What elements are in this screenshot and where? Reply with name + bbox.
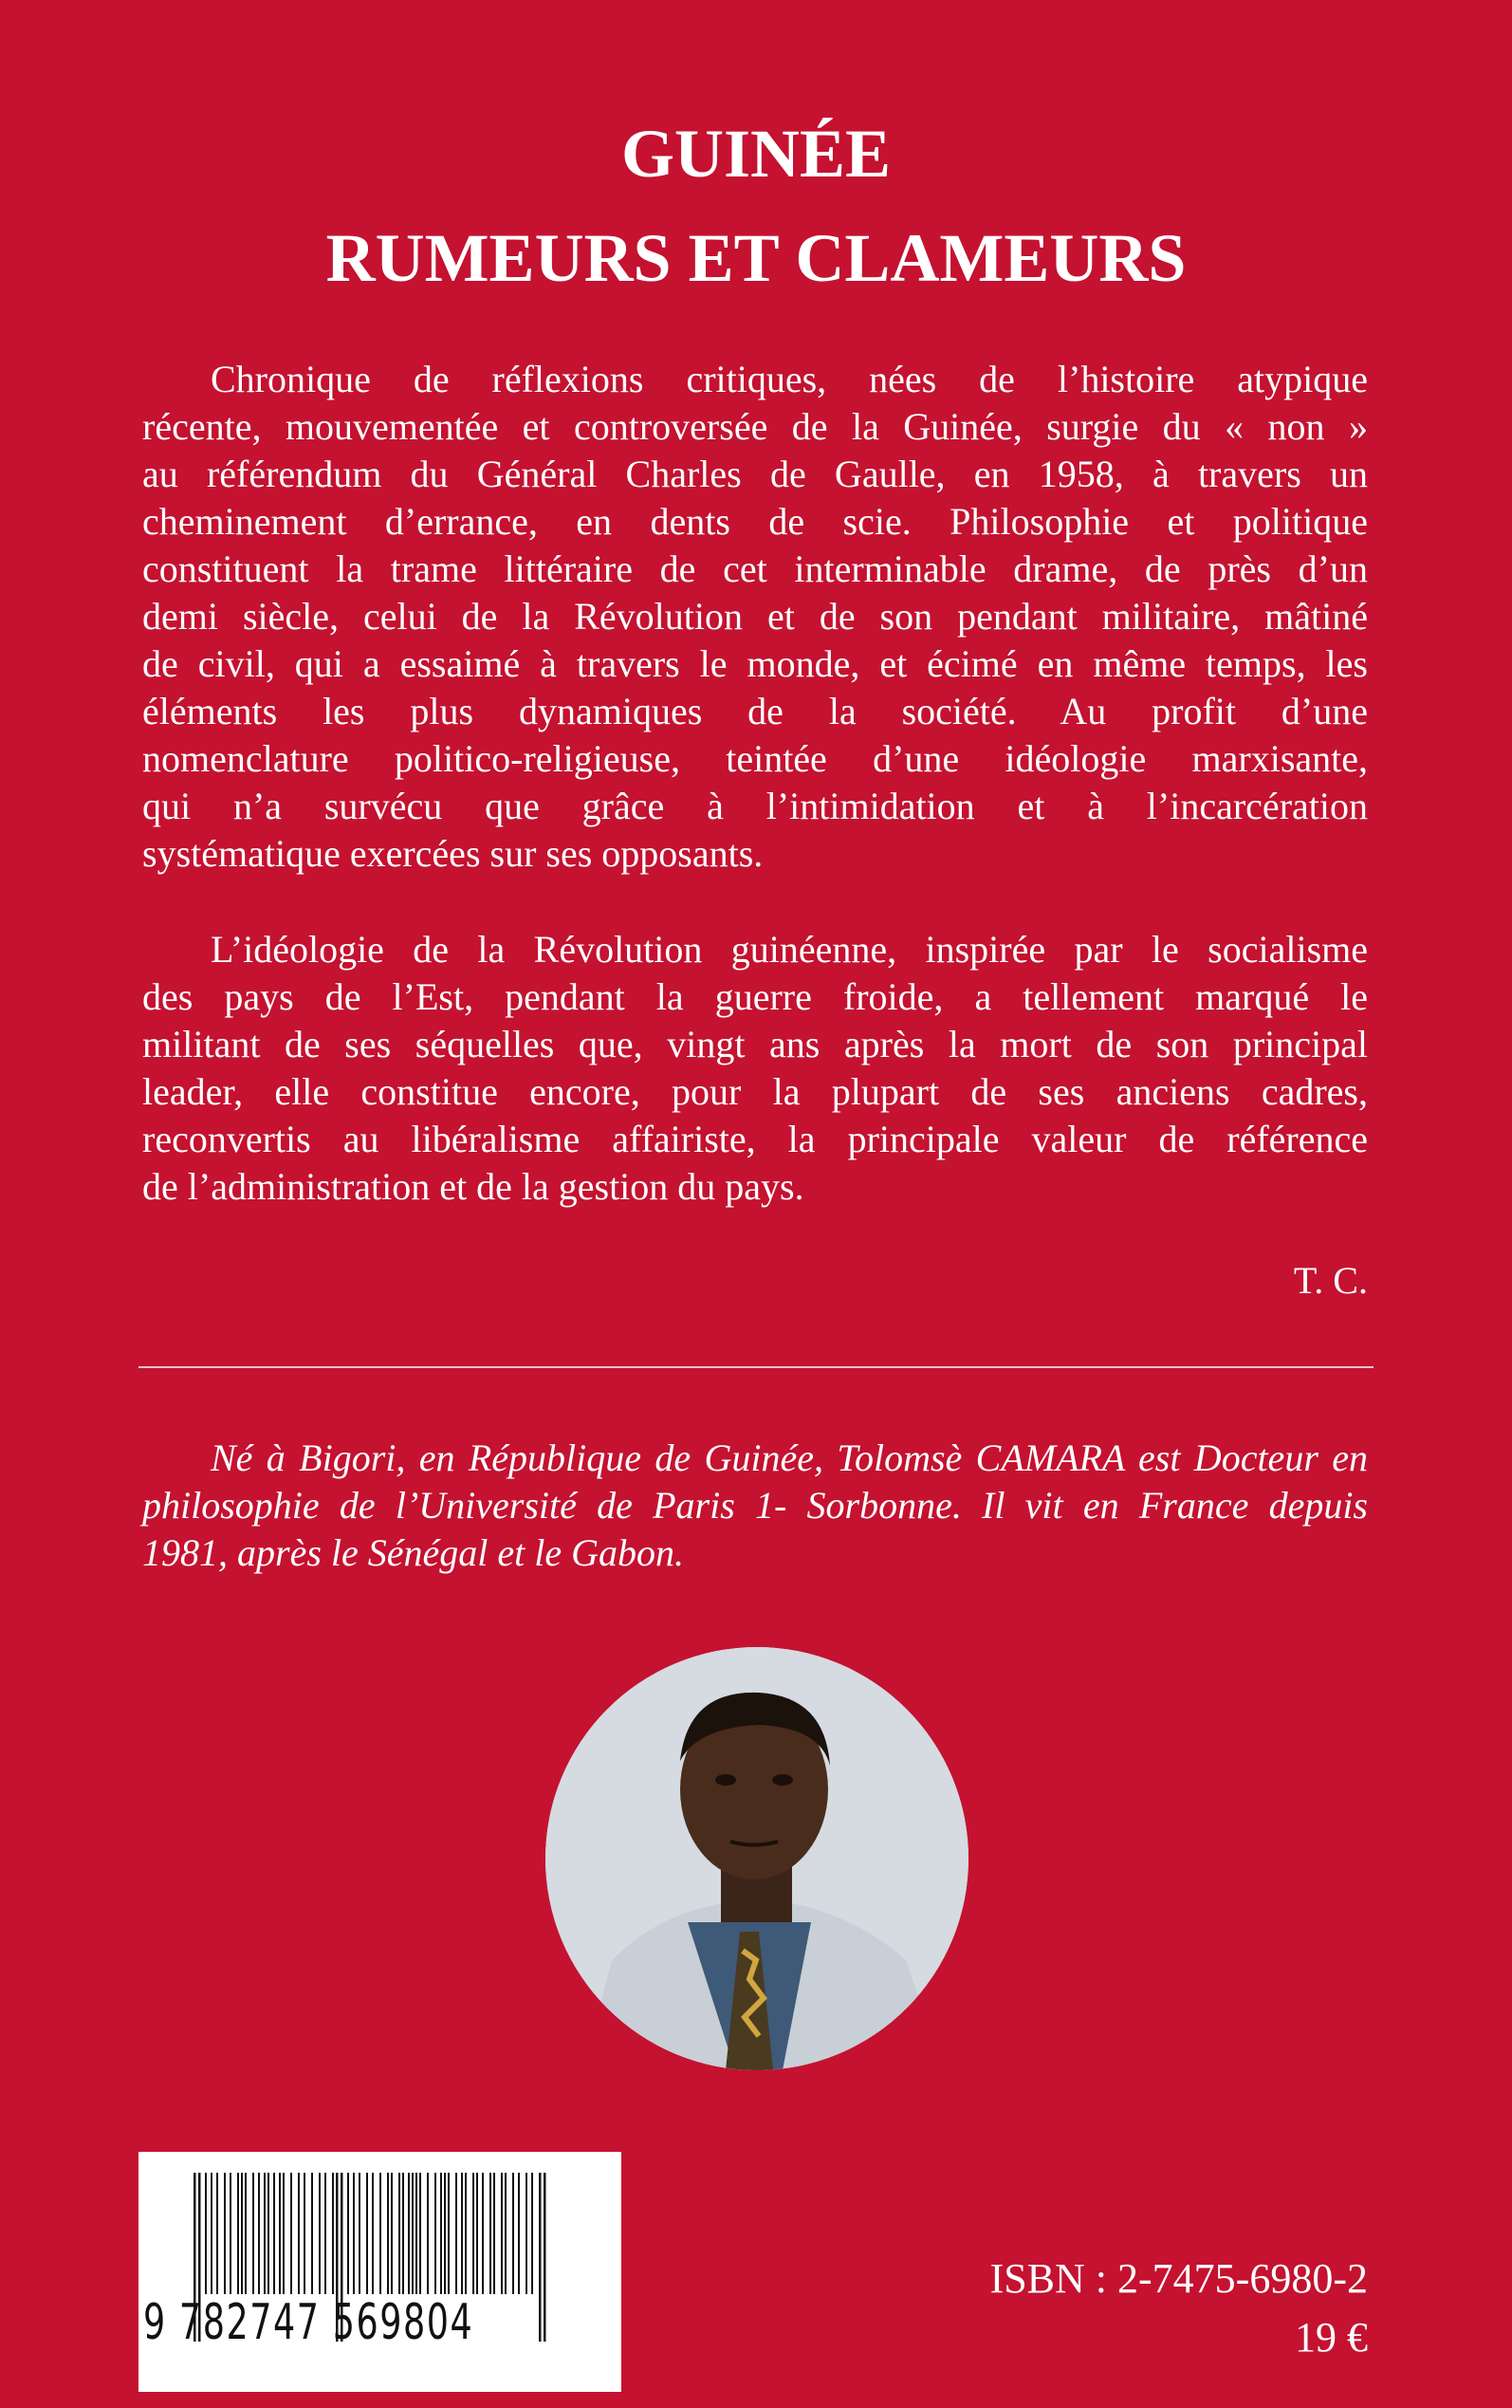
isbn: ISBN : 2-7475-6980-2: [989, 2255, 1368, 2302]
barcode-bar: [440, 2173, 442, 2294]
barcode-guard-bar: [539, 2173, 542, 2342]
barcode-bar: [237, 2173, 239, 2294]
summary-paragraph-1: [142, 356, 1368, 878]
barcode-bar: [283, 2173, 285, 2294]
barcode-bar: [427, 2173, 429, 2294]
text-line: L’idéologie de la Révolution guinéenne, inspirée par le socialisme: [211, 928, 1368, 971]
barcode-bar: [419, 2173, 421, 2294]
barcode-bar: [518, 2173, 520, 2294]
text-line: reconvertis au libéralisme affairiste, la principale valeur de référence: [142, 1118, 1368, 1160]
barcode-number: 9 782747 569804: [143, 2294, 474, 2351]
barcode-bar: [298, 2173, 300, 2294]
summary-paragraph-2: [142, 926, 1368, 1211]
text-line: systématique exercées sur ses opposants.: [142, 832, 764, 875]
text-line: militant de ses séquelles que, vingt ans après la mort de son principal: [142, 1023, 1368, 1065]
text-line: Chronique de réflexions critiques, nées de l’histoire atypique: [211, 358, 1368, 400]
barcode-bar: [408, 2173, 410, 2294]
text-line: 1981, après le Sénégal et le Gabon.: [142, 1531, 684, 1574]
barcode: [138, 2152, 621, 2392]
barcode-bar: [224, 2173, 226, 2294]
barcode-bar: [216, 2173, 218, 2294]
text-line: Né à Bigori, en République de Guinée, Tolomsè CAMARA est Docteur en: [211, 1436, 1368, 1479]
price: 19 €: [1295, 2314, 1368, 2361]
text-line: éléments les plus dynamiques de la société. Au profit d’une: [142, 690, 1368, 732]
barcode-bar: [531, 2173, 533, 2294]
barcode-bar: [387, 2173, 389, 2294]
barcode-bar: [311, 2173, 313, 2294]
barcode-bar: [245, 2173, 247, 2294]
barcode-bar: [472, 2173, 474, 2294]
text-line: leader, elle constitue encore, pour la plupart de ses anciens cadres,: [142, 1070, 1368, 1113]
barcode-bar: [512, 2173, 514, 2294]
barcode-bar: [379, 2173, 381, 2294]
barcode-bar: [476, 2173, 478, 2294]
text-line: nomenclature politico-religieuse, teintée d’une idéologie marxisante,: [142, 737, 1368, 780]
author-bio: [142, 1435, 1368, 1577]
barcode-bar: [332, 2173, 334, 2294]
barcode-bar: [359, 2173, 360, 2294]
barcode-bar: [267, 2173, 269, 2294]
barcode-bar: [273, 2173, 275, 2294]
barcode-bar: [465, 2173, 467, 2294]
barcode-bar: [372, 2173, 374, 2294]
barcode-bar: [398, 2173, 400, 2294]
barcode-bar: [205, 2173, 207, 2294]
barcode-bar: [493, 2173, 495, 2294]
title-line-1: GUINÉE: [620, 116, 892, 192]
text-line: au référendum du Général Charles de Gaulle, en 1958, à travers un: [142, 453, 1368, 495]
barcode-bar: [448, 2173, 450, 2294]
barcode-bar: [482, 2173, 484, 2294]
barcode-bar: [347, 2173, 349, 2294]
barcode-bar: [402, 2173, 404, 2294]
barcode-bar: [304, 2173, 305, 2294]
text-line: de civil, qui a essaimé à travers le monde, et écimé en même temps, les: [142, 642, 1368, 685]
barcode-bar: [279, 2173, 281, 2294]
text-line: philosophie de l’Université de Paris 1- Sorbonne. Il vit en France depuis: [142, 1484, 1368, 1527]
barcode-bar: [319, 2173, 321, 2294]
barcode-bar: [366, 2173, 368, 2294]
barcode-bar: [501, 2173, 503, 2294]
text-line: demi siècle, celui de la Révolution et de son pendant militaire, mâtiné: [142, 595, 1368, 638]
text-line: qui n’a survécu que grâce à l’intimidation et à l’incarcération: [142, 785, 1368, 827]
text-line: récente, mouvementée et controversée de la Guinée, surgie du « non »: [142, 405, 1368, 448]
barcode-bar: [230, 2173, 231, 2294]
barcode-bar: [412, 2173, 414, 2294]
barcode-bar: [489, 2173, 491, 2294]
barcode-bar: [264, 2173, 266, 2294]
barcode-bar: [505, 2173, 507, 2294]
divider: [138, 1366, 1374, 1368]
text-line: de l’administration et de la gestion du pays.: [142, 1165, 804, 1208]
barcode-bar: [461, 2173, 463, 2294]
barcode-bar: [324, 2173, 326, 2294]
barcode-bar: [353, 2173, 355, 2294]
signature: T. C.: [1293, 1259, 1368, 1302]
barcode-bar: [391, 2173, 393, 2294]
barcode-bar: [290, 2173, 292, 2294]
barcode-bar: [455, 2173, 457, 2294]
barcode-bar: [252, 2173, 254, 2294]
title-line-2: RUMEURS ET CLAMEURS: [325, 220, 1187, 296]
barcode-bar: [415, 2173, 417, 2294]
text-line: cheminement d’errance, en dents de scie. Philosophie et politique: [142, 500, 1368, 543]
barcode-guard-bar: [544, 2173, 546, 2342]
text-line: des pays de l’Est, pendant la guerre froide, a tellement marqué le: [142, 975, 1368, 1018]
barcode-bar: [526, 2173, 527, 2294]
author-photo: [545, 1647, 968, 2070]
barcode-bar: [258, 2173, 260, 2294]
barcode-bar: [434, 2173, 436, 2294]
barcode-bar: [241, 2173, 243, 2294]
text-line: constituent la trame littéraire de cet interminable drame, de près d’un: [142, 547, 1368, 590]
barcode-bar: [211, 2173, 212, 2294]
barcode-bar: [444, 2173, 446, 2294]
